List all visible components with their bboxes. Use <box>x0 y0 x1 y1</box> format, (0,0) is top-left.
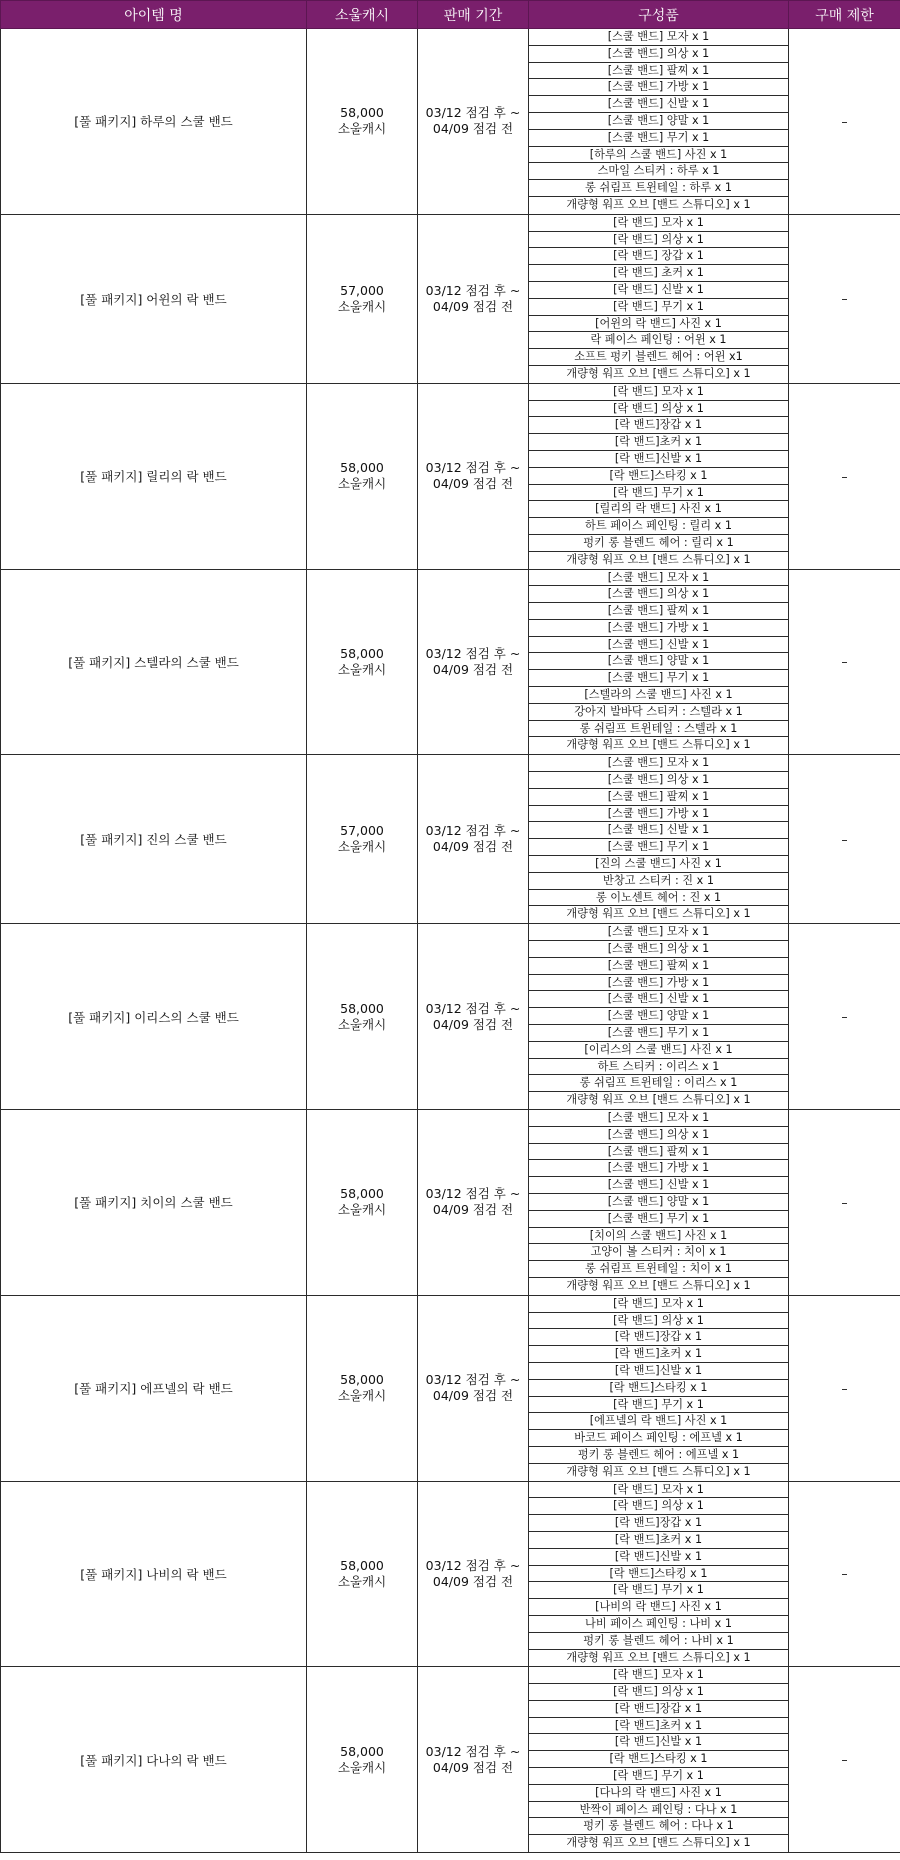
component-item: [스쿨 밴드] 신발 x 1 <box>529 96 788 113</box>
component-item: [어윈의 락 밴드] 사진 x 1 <box>529 316 788 333</box>
period-cell <box>418 214 529 383</box>
item-name: [풀 패키지] 에프넬의 락 밴드 <box>1 1295 307 1481</box>
price-value: 58,000 <box>340 1557 384 1573</box>
component-item: [스쿨 밴드] 양말 x 1 <box>529 653 788 670</box>
component-item: [락 밴드] 모자 x 1 <box>529 1296 788 1313</box>
component-item: [락 밴드]장갑 x 1 <box>529 1515 788 1532</box>
component-item: 펑키 롱 블렌드 헤어 : 다나 x 1 <box>529 1818 788 1835</box>
component-item: [스쿨 밴드] 신발 x 1 <box>529 637 788 654</box>
component-list <box>529 1667 788 1852</box>
period-end: 04/09 점검 전 <box>432 1759 514 1775</box>
component-item: [락 밴드]스타킹 x 1 <box>529 1566 788 1583</box>
period-start: 03/12 점검 후 ~ <box>425 282 521 298</box>
component-list <box>529 924 788 1109</box>
component-item: 개량형 워프 오브 [밴드 스튜디오] x 1 <box>566 197 751 211</box>
component-item: 롱 쉬림프 트윈테일 : 치이 x 1 <box>529 1261 788 1278</box>
component-list <box>529 1296 788 1481</box>
component-item: [락 밴드]스타킹 x 1 <box>529 1380 788 1397</box>
table-row <box>1 1295 900 1481</box>
component-item: 펑키 롱 블렌드 헤어 : 릴리 x 1 <box>529 535 788 552</box>
period-start: 03/12 점검 후 ~ <box>425 105 521 121</box>
component-item: [스쿨 밴드] 팔찌 x 1 <box>529 1144 788 1161</box>
price-cell <box>307 29 418 215</box>
component-item: [스쿨 밴드] 의상 x 1 <box>529 1127 788 1144</box>
item-name: [풀 패키지] 나비의 락 밴드 <box>1 1481 307 1667</box>
component-item: 롱 쉬림프 트윈테일 : 스텔라 x 1 <box>529 721 788 738</box>
component-item: [스쿨 밴드] 팔찌 x 1 <box>529 603 788 620</box>
component-item: 스마일 스티커 : 하루 x 1 <box>529 163 788 180</box>
period-start: 03/12 점검 후 ~ <box>425 1557 521 1573</box>
price-currency: 소울캐시 <box>337 121 387 137</box>
component-item: 소프트 펑키 블렌드 헤어 : 어윈 x1 <box>529 349 788 366</box>
component-list <box>529 570 788 755</box>
header-period: 판매 기간 <box>418 1 529 29</box>
component-list <box>529 215 788 383</box>
component-item: 롱 쉬림프 트윈테일 : 이리스 x 1 <box>529 1075 788 1092</box>
purchase-limit: – <box>789 214 900 383</box>
component-item: [락 밴드] 의상 x 1 <box>529 1498 788 1515</box>
period-cell <box>418 1481 529 1667</box>
component-item: [락 밴드]스타킹 x 1 <box>529 1751 788 1768</box>
component-item: 개량형 워프 오브 [밴드 스튜디오] x 1 <box>566 907 751 921</box>
components-cell <box>529 383 789 569</box>
table-row <box>1 924 900 1110</box>
price-cell <box>307 1110 418 1296</box>
component-item: [락 밴드]장갑 x 1 <box>529 1329 788 1346</box>
component-item: [락 밴드]초커 x 1 <box>529 1532 788 1549</box>
component-item: [락 밴드]스타킹 x 1 <box>529 468 788 485</box>
component-item: 개량형 워프 오브 [밴드 스튜디오] x 1 <box>566 1278 751 1292</box>
table-row <box>1 1481 900 1667</box>
price-currency: 소울캐시 <box>337 1016 387 1032</box>
period-cell <box>418 1295 529 1481</box>
component-item: [스쿨 밴드] 모자 x 1 <box>529 29 788 46</box>
component-item: 나비 페이스 페인팅 : 나비 x 1 <box>529 1616 788 1633</box>
component-item: [락 밴드] 무기 x 1 <box>529 485 788 502</box>
item-name: [풀 패키지] 치이의 스쿨 밴드 <box>1 1110 307 1296</box>
component-item: 개량형 워프 오브 [밴드 스튜디오] x 1 <box>566 738 751 752</box>
price-currency: 소울캐시 <box>337 298 387 314</box>
component-list <box>529 29 788 214</box>
period-cell <box>418 1110 529 1296</box>
component-item: 개량형 워프 오브 [밴드 스튜디오] x 1 <box>566 1836 751 1850</box>
component-item: 펑키 롱 블렌드 헤어 : 나비 x 1 <box>529 1633 788 1650</box>
price-value: 58,000 <box>340 1743 384 1759</box>
component-item: 개량형 워프 오브 [밴드 스튜디오] x 1 <box>566 552 751 566</box>
price-cell <box>307 214 418 383</box>
component-item: 개량형 워프 오브 [밴드 스튜디오] x 1 <box>566 366 751 380</box>
price-value: 58,000 <box>340 105 384 121</box>
component-item: 반짝이 페이스 페인팅 : 다나 x 1 <box>529 1802 788 1819</box>
component-item: [릴리의 락 밴드] 사진 x 1 <box>529 501 788 518</box>
purchase-limit: – <box>789 1110 900 1296</box>
component-item: [스쿨 밴드] 팔찌 x 1 <box>529 958 788 975</box>
component-list <box>529 1482 788 1667</box>
period-end: 04/09 점검 전 <box>432 476 514 492</box>
component-item: [스쿨 밴드] 모자 x 1 <box>529 1110 788 1127</box>
component-item: [락 밴드]초커 x 1 <box>529 1718 788 1735</box>
component-item: [스쿨 밴드] 무기 x 1 <box>529 670 788 687</box>
component-item: [락 밴드]장갑 x 1 <box>529 417 788 434</box>
period-end: 04/09 점검 전 <box>432 1388 514 1404</box>
component-item: [락 밴드] 무기 x 1 <box>529 299 788 316</box>
price-cell <box>307 569 418 755</box>
purchase-limit: – <box>789 755 900 924</box>
components-cell <box>529 214 789 383</box>
period-cell <box>418 29 529 215</box>
component-item: [락 밴드]초커 x 1 <box>529 1346 788 1363</box>
component-item: 강아지 발바닥 스티커 : 스텔라 x 1 <box>529 704 788 721</box>
purchase-limit: – <box>789 924 900 1110</box>
period-end: 04/09 점검 전 <box>432 1202 514 1218</box>
component-item: [스쿨 밴드] 팔찌 x 1 <box>529 63 788 80</box>
component-item: [락 밴드] 무기 x 1 <box>529 1768 788 1785</box>
period-end: 04/09 점검 전 <box>432 661 514 677</box>
price-cell <box>307 755 418 924</box>
component-item: [락 밴드]신발 x 1 <box>529 1363 788 1380</box>
component-item: [다나의 락 밴드] 사진 x 1 <box>529 1785 788 1802</box>
components-cell <box>529 1481 789 1667</box>
component-item: [스쿨 밴드] 양말 x 1 <box>529 113 788 130</box>
table-header-row <box>1 1 900 29</box>
period-end: 04/09 점검 전 <box>432 839 514 855</box>
item-name: [풀 패키지] 이리스의 스쿨 밴드 <box>1 924 307 1110</box>
period-end: 04/09 점검 전 <box>432 298 514 314</box>
table-body <box>1 29 900 1853</box>
component-item: [스쿨 밴드] 양말 x 1 <box>529 1194 788 1211</box>
component-item: [스쿨 밴드] 무기 x 1 <box>529 130 788 147</box>
price-currency: 소울캐시 <box>337 476 387 492</box>
component-item: [치이의 스쿨 밴드] 사진 x 1 <box>529 1228 788 1245</box>
component-item: [스쿨 밴드] 의상 x 1 <box>529 772 788 789</box>
component-item: 하트 스티커 : 이리스 x 1 <box>529 1059 788 1076</box>
item-name: [풀 패키지] 어윈의 락 밴드 <box>1 214 307 383</box>
period-cell <box>418 755 529 924</box>
component-item: 개량형 워프 오브 [밴드 스튜디오] x 1 <box>566 1650 751 1664</box>
component-item: [나비의 락 밴드] 사진 x 1 <box>529 1599 788 1616</box>
price-cell <box>307 1667 418 1853</box>
component-item: 개량형 워프 오브 [밴드 스튜디오] x 1 <box>566 1093 751 1107</box>
header-item-name: 아이템 명 <box>1 1 307 29</box>
component-item: [스쿨 밴드] 신발 x 1 <box>529 1177 788 1194</box>
period-cell <box>418 1667 529 1853</box>
component-item: [스쿨 밴드] 모자 x 1 <box>529 755 788 772</box>
component-item: [스쿨 밴드] 의상 x 1 <box>529 586 788 603</box>
table-row <box>1 383 900 569</box>
component-item: [스쿨 밴드] 가방 x 1 <box>529 620 788 637</box>
price-currency: 소울캐시 <box>337 1388 387 1404</box>
table-row <box>1 755 900 924</box>
table-row <box>1 569 900 755</box>
price-value: 57,000 <box>340 823 384 839</box>
component-item: 락 페이스 페인팅 : 어윈 x 1 <box>529 332 788 349</box>
component-list <box>529 755 788 923</box>
component-item: [락 밴드] 무기 x 1 <box>529 1397 788 1414</box>
components-cell <box>529 569 789 755</box>
component-item: [락 밴드]신발 x 1 <box>529 451 788 468</box>
price-value: 58,000 <box>340 645 384 661</box>
purchase-limit: – <box>789 1295 900 1481</box>
component-item: [스쿨 밴드] 의상 x 1 <box>529 46 788 63</box>
price-cell <box>307 383 418 569</box>
component-item: [스쿨 밴드] 무기 x 1 <box>529 1025 788 1042</box>
item-name: [풀 패키지] 진의 스쿨 밴드 <box>1 755 307 924</box>
period-start: 03/12 점검 후 ~ <box>425 1186 521 1202</box>
component-item: 롱 이노센트 헤어 : 진 x 1 <box>529 890 788 907</box>
component-item: [스쿨 밴드] 가방 x 1 <box>529 806 788 823</box>
component-item: 개량형 워프 오브 [밴드 스튜디오] x 1 <box>566 1464 751 1478</box>
price-currency: 소울캐시 <box>337 1759 387 1775</box>
price-value: 58,000 <box>340 460 384 476</box>
price-value: 58,000 <box>340 1372 384 1388</box>
price-value: 57,000 <box>340 282 384 298</box>
item-name: [풀 패키지] 하루의 스쿨 밴드 <box>1 29 307 215</box>
item-name: [풀 패키지] 다나의 락 밴드 <box>1 1667 307 1853</box>
component-item: 하트 페이스 페인팅 : 릴리 x 1 <box>529 518 788 535</box>
price-value: 58,000 <box>340 1186 384 1202</box>
component-item: 롱 쉬림프 트윈테일 : 하루 x 1 <box>529 180 788 197</box>
component-item: [스쿨 밴드] 모자 x 1 <box>529 924 788 941</box>
component-item: [스쿨 밴드] 가방 x 1 <box>529 1160 788 1177</box>
component-item: [락 밴드] 신발 x 1 <box>529 282 788 299</box>
component-item: 바코드 페이스 페인팅 : 에프넬 x 1 <box>529 1430 788 1447</box>
period-start: 03/12 점검 후 ~ <box>425 645 521 661</box>
item-name: [풀 패키지] 릴리의 락 밴드 <box>1 383 307 569</box>
components-cell <box>529 29 789 215</box>
price-currency: 소울캐시 <box>337 661 387 677</box>
period-end: 04/09 점검 전 <box>432 1573 514 1589</box>
period-start: 03/12 점검 후 ~ <box>425 1743 521 1759</box>
price-cell <box>307 924 418 1110</box>
period-cell <box>418 569 529 755</box>
component-item: [락 밴드] 장갑 x 1 <box>529 248 788 265</box>
component-item: [스쿨 밴드] 가방 x 1 <box>529 975 788 992</box>
period-start: 03/12 점검 후 ~ <box>425 1372 521 1388</box>
period-start: 03/12 점검 후 ~ <box>425 1000 521 1016</box>
component-item: [스쿨 밴드] 양말 x 1 <box>529 1008 788 1025</box>
component-list <box>529 384 788 569</box>
component-item: [락 밴드] 의상 x 1 <box>529 401 788 418</box>
component-item: [락 밴드]신발 x 1 <box>529 1549 788 1566</box>
component-item: [스쿨 밴드] 가방 x 1 <box>529 79 788 96</box>
purchase-limit: – <box>789 383 900 569</box>
component-item: [락 밴드] 모자 x 1 <box>529 1482 788 1499</box>
price-currency: 소울캐시 <box>337 839 387 855</box>
component-item: [스쿨 밴드] 무기 x 1 <box>529 1211 788 1228</box>
component-item: [락 밴드]초커 x 1 <box>529 434 788 451</box>
table-row <box>1 1667 900 1853</box>
component-item: [락 밴드] 의상 x 1 <box>529 1313 788 1330</box>
header-components: 구성품 <box>529 1 789 29</box>
component-item: [락 밴드] 의상 x 1 <box>529 1684 788 1701</box>
component-list <box>529 1110 788 1295</box>
period-cell <box>418 383 529 569</box>
components-cell <box>529 1295 789 1481</box>
component-item: [락 밴드] 의상 x 1 <box>529 232 788 249</box>
component-item: [진의 스쿨 밴드] 사진 x 1 <box>529 856 788 873</box>
period-start: 03/12 점검 후 ~ <box>425 823 521 839</box>
period-end: 04/09 점검 전 <box>432 1016 514 1032</box>
component-item: [락 밴드]장갑 x 1 <box>529 1701 788 1718</box>
table-row <box>1 1110 900 1296</box>
component-item: [하루의 스쿨 밴드] 사진 x 1 <box>529 147 788 164</box>
component-item: 펑키 롱 블렌드 헤어 : 에프넬 x 1 <box>529 1447 788 1464</box>
price-currency: 소울캐시 <box>337 1202 387 1218</box>
component-item: [스쿨 밴드] 신발 x 1 <box>529 822 788 839</box>
component-item: [스쿨 밴드] 모자 x 1 <box>529 570 788 587</box>
component-item: [스쿨 밴드] 무기 x 1 <box>529 839 788 856</box>
components-cell <box>529 755 789 924</box>
purchase-limit: – <box>789 1667 900 1853</box>
period-start: 03/12 점검 후 ~ <box>425 460 521 476</box>
component-item: [락 밴드]신발 x 1 <box>529 1734 788 1751</box>
period-cell <box>418 924 529 1110</box>
price-currency: 소울캐시 <box>337 1573 387 1589</box>
components-cell <box>529 924 789 1110</box>
period-end: 04/09 점검 전 <box>432 121 514 137</box>
component-item: 반창고 스티커 : 진 x 1 <box>529 873 788 890</box>
component-item: [락 밴드] 모자 x 1 <box>529 384 788 401</box>
component-item: [락 밴드] 모자 x 1 <box>529 1667 788 1684</box>
components-cell <box>529 1667 789 1853</box>
component-item: [스쿨 밴드] 팔찌 x 1 <box>529 789 788 806</box>
component-item: [스쿨 밴드] 의상 x 1 <box>529 941 788 958</box>
table-row <box>1 29 900 215</box>
purchase-limit: – <box>789 29 900 215</box>
component-item: [스쿨 밴드] 신발 x 1 <box>529 991 788 1008</box>
component-item: [락 밴드] 초커 x 1 <box>529 265 788 282</box>
component-item: [락 밴드] 모자 x 1 <box>529 215 788 232</box>
table-row <box>1 214 900 383</box>
item-name: [풀 패키지] 스텔라의 스쿨 밴드 <box>1 569 307 755</box>
component-item: [스텔라의 스쿨 밴드] 사진 x 1 <box>529 687 788 704</box>
component-item: [락 밴드] 무기 x 1 <box>529 1582 788 1599</box>
purchase-limit: – <box>789 1481 900 1667</box>
price-cell <box>307 1481 418 1667</box>
component-item: [이리스의 스쿨 밴드] 사진 x 1 <box>529 1042 788 1059</box>
price-cell <box>307 1295 418 1481</box>
component-item: [에프넬의 락 밴드] 사진 x 1 <box>529 1413 788 1430</box>
header-purchase-limit: 구매 제한 <box>789 1 900 29</box>
components-cell <box>529 1110 789 1296</box>
purchase-limit: – <box>789 569 900 755</box>
price-value: 58,000 <box>340 1000 384 1016</box>
header-price: 소울캐시 <box>307 1 418 29</box>
component-item: 고양이 볼 스티커 : 치이 x 1 <box>529 1244 788 1261</box>
